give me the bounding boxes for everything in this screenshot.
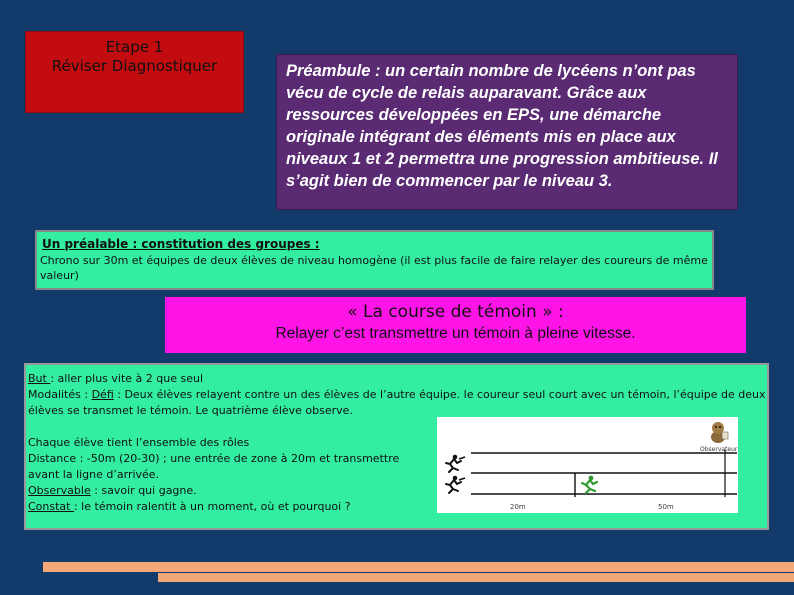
observer-icon <box>711 422 728 443</box>
goal-text: : aller plus vite à 2 que seul <box>50 372 204 385</box>
distance-mark-50m: 50m <box>658 503 674 511</box>
distance-mark-20m: 20m <box>510 503 526 511</box>
distance-line-2: avant la ligne d’arrivée. <box>28 468 160 481</box>
finding-label: Constat <box>28 500 74 513</box>
exercise-box <box>24 363 769 530</box>
relay-runner-icon <box>446 476 465 493</box>
decorative-bar-top <box>43 562 794 572</box>
relay-diagram <box>437 417 738 513</box>
modalities-label: Modalités : <box>28 388 92 401</box>
stage-box <box>25 31 244 113</box>
stage-subtitle: Réviser Diagnostiquer <box>51 57 218 75</box>
modalities-line <box>28 387 767 419</box>
finding-text: : le témoin ralentit à un moment, où et pourquoi ? <box>73 500 351 513</box>
roles-line: Chaque élève tient l’ensemble des rôles <box>28 436 250 449</box>
solo-runner-icon <box>446 455 465 472</box>
receiving-runner-icon <box>582 476 597 493</box>
relay-race-title: « La course de témoin » : <box>347 302 564 322</box>
preamble-box <box>276 54 738 210</box>
stage-title: Etape 1 <box>105 38 164 56</box>
decorative-bar-bottom <box>158 573 794 582</box>
prerequisite-text: Chrono sur 30m et équipes de deux élèves de niveau homogène (il est plus facile de faire relayer des coureurs de même valeur) <box>40 254 708 282</box>
relay-diagram-svg <box>437 417 738 513</box>
distance-line: Distance : -50m (20-30) ; une entrée de zone à 20m et transmettre <box>28 452 400 465</box>
observable-text: : savoir qui gagne. <box>90 484 197 497</box>
observable-label: Observable <box>28 484 91 497</box>
challenge-label: Défi <box>91 388 114 401</box>
relay-race-subtitle: Relayer c’est transmettre un témoin à pleine vitesse. <box>275 325 636 342</box>
preamble-text: Préambule : un certain nombre de lycéens n’ont pas vécu de cycle de relais auparavant. Grâce aux ressources développées en EPS, une démarche originale intégrant des éléments mis en place aux niveaux 1 et 2 permettra une progression ambitieuse. Il s’agit bien de commencer par le niveau 3. <box>286 62 718 190</box>
observer-label: Observateur <box>700 446 738 453</box>
prerequisite-box <box>35 230 714 290</box>
modalities-text: : Deux élèves relayent contre un des élèves de l’autre équipe. le coureur seul court avec un témoin, l’équipe de deux élèves se transmet le témoin. Le quatrième élève observe. <box>28 388 766 417</box>
prerequisite-title: Un préalable : constitution des groupes : <box>42 237 320 251</box>
goal-line <box>28 371 767 387</box>
relay-race-banner <box>165 297 746 353</box>
goal-label: But <box>28 372 51 385</box>
